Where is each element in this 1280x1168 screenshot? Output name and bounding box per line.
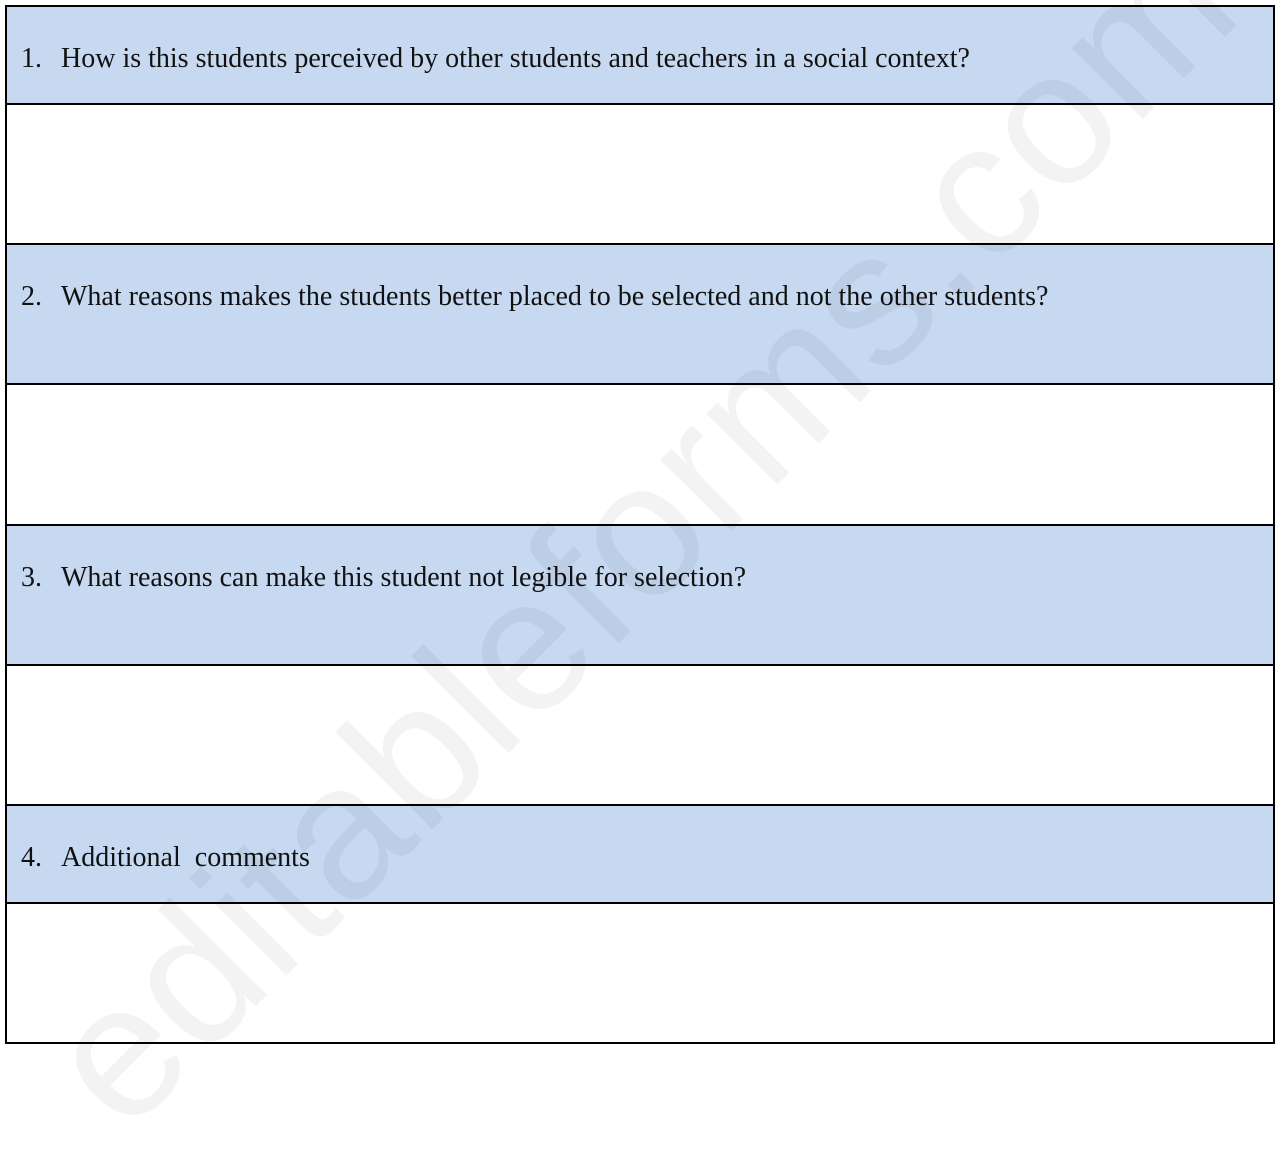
question-text: What reasons makes the students better placed to be selected and not the other students? <box>61 281 1049 312</box>
questionnaire-table <box>5 5 1275 1044</box>
answer-field-3[interactable] <box>7 666 1273 806</box>
question-row-3 <box>7 526 1273 666</box>
question-row-1 <box>7 7 1273 105</box>
question-number: 2. <box>21 281 42 312</box>
question-row-2 <box>7 245 1273 385</box>
question-text: Additional comments <box>61 842 310 873</box>
answer-field-1[interactable] <box>7 105 1273 245</box>
question-text: How is this students perceived by other students and teachers in a social context? <box>61 43 970 74</box>
question-number: 3. <box>21 562 42 593</box>
question-row-4 <box>7 806 1273 904</box>
question-number: 4. <box>21 842 42 873</box>
question-text: What reasons can make this student not legible for selection? <box>61 562 747 593</box>
answer-field-4[interactable] <box>7 904 1273 1042</box>
question-number: 1. <box>21 43 42 74</box>
answer-field-2[interactable] <box>7 385 1273 526</box>
